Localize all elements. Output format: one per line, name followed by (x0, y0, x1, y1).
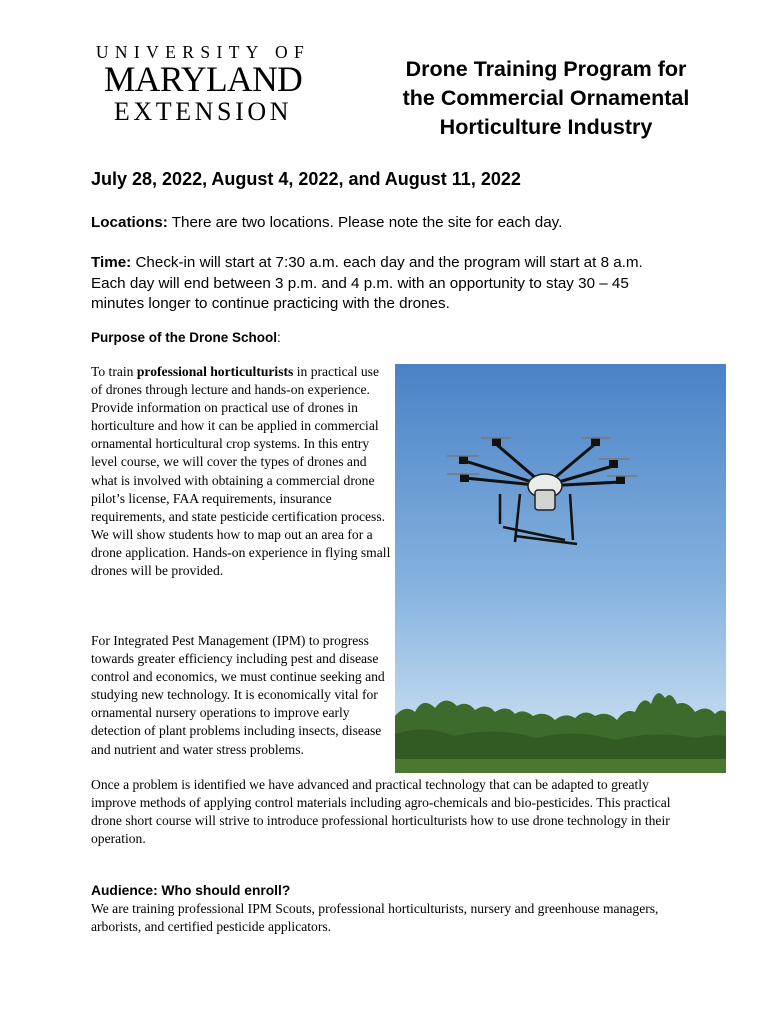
purpose-p1-lead: To train (91, 364, 137, 379)
locations-paragraph (91, 213, 671, 234)
drone-in-sky-image (395, 364, 726, 773)
drone-photo (395, 364, 726, 773)
program-dates: July 28, 2022, August 4, 2022, and August 11, 2022 (91, 169, 521, 189)
logo-line-university-of: UNIVERSITY OF (95, 42, 311, 62)
title-line-3: Horticulture Industry (439, 115, 653, 139)
time-text: Check-in will start at 7:30 a.m. each day and the program will start at 8 a.m. Each day will end between 3 p.m. and 4 p.m. with an opportunity to stay 30 – 45 minutes longer to continue practicing with the drones. (91, 254, 643, 312)
locations-text: There are two locations. Please note the site for each day. (167, 214, 563, 231)
purpose-paragraph-1 (91, 363, 391, 580)
locations-label: Locations: (91, 214, 168, 231)
time-label: Time: (91, 254, 132, 271)
audience-heading: Audience: Who should enroll? (91, 883, 291, 898)
logo-line-extension: EXTENSION (113, 97, 293, 126)
document-title (378, 55, 714, 142)
purpose-heading-text: Purpose of the Drone School (91, 330, 278, 345)
purpose-paragraph-3: Once a problem is identified we have advanced and practical technology that can be adapted to greatly improve methods of applying control materials including agro-chemicals and bio-pesticides. This practical drone short course will strive to introduce professional horticulturists how to use drone technology in their operation. (91, 777, 671, 847)
purpose-p1-rest: in practical use of drones through lecture and hands-on experience. Provide information on practical use of drones in horticulture and how it can be applied in commercial ornamental horticultural crop systems. In this entry level course, we will cover the types of drones and what is involved with obtaining a commercial drone pilot’s license, FAA requirements, insurance requirements, and state pesticide certification process. We will show students how to map out an area for a drone application. Hands-on experience in flying small drones will be provided. (91, 364, 391, 579)
purpose-p1-bold: professional horticulturists (136, 364, 294, 379)
time-paragraph (91, 253, 671, 315)
purpose-heading (91, 329, 281, 347)
title-line-1: Drone Training Program for (405, 57, 687, 81)
purpose-paragraph-2: For Integrated Pest Management (IPM) to progress towards greater efficiency including pest and disease control and economics, we must continue seeking and studying new technology. It is economically vital for ornamental nursery operations to improve early detection of plant problems including insects, disease and nutrient and water stress problems. (91, 633, 385, 757)
audience-paragraph: We are training professional IPM Scouts, professional horticulturists, nursery and greenhouse managers, arborists, and certified pesticide applicators. (91, 901, 659, 935)
purpose-heading-colon: : (277, 330, 281, 345)
university-of-maryland-extension-logo (92, 42, 314, 126)
title-line-2: the Commercial Ornamental (402, 86, 690, 110)
logo-line-maryland: MARYLAND (103, 59, 303, 99)
